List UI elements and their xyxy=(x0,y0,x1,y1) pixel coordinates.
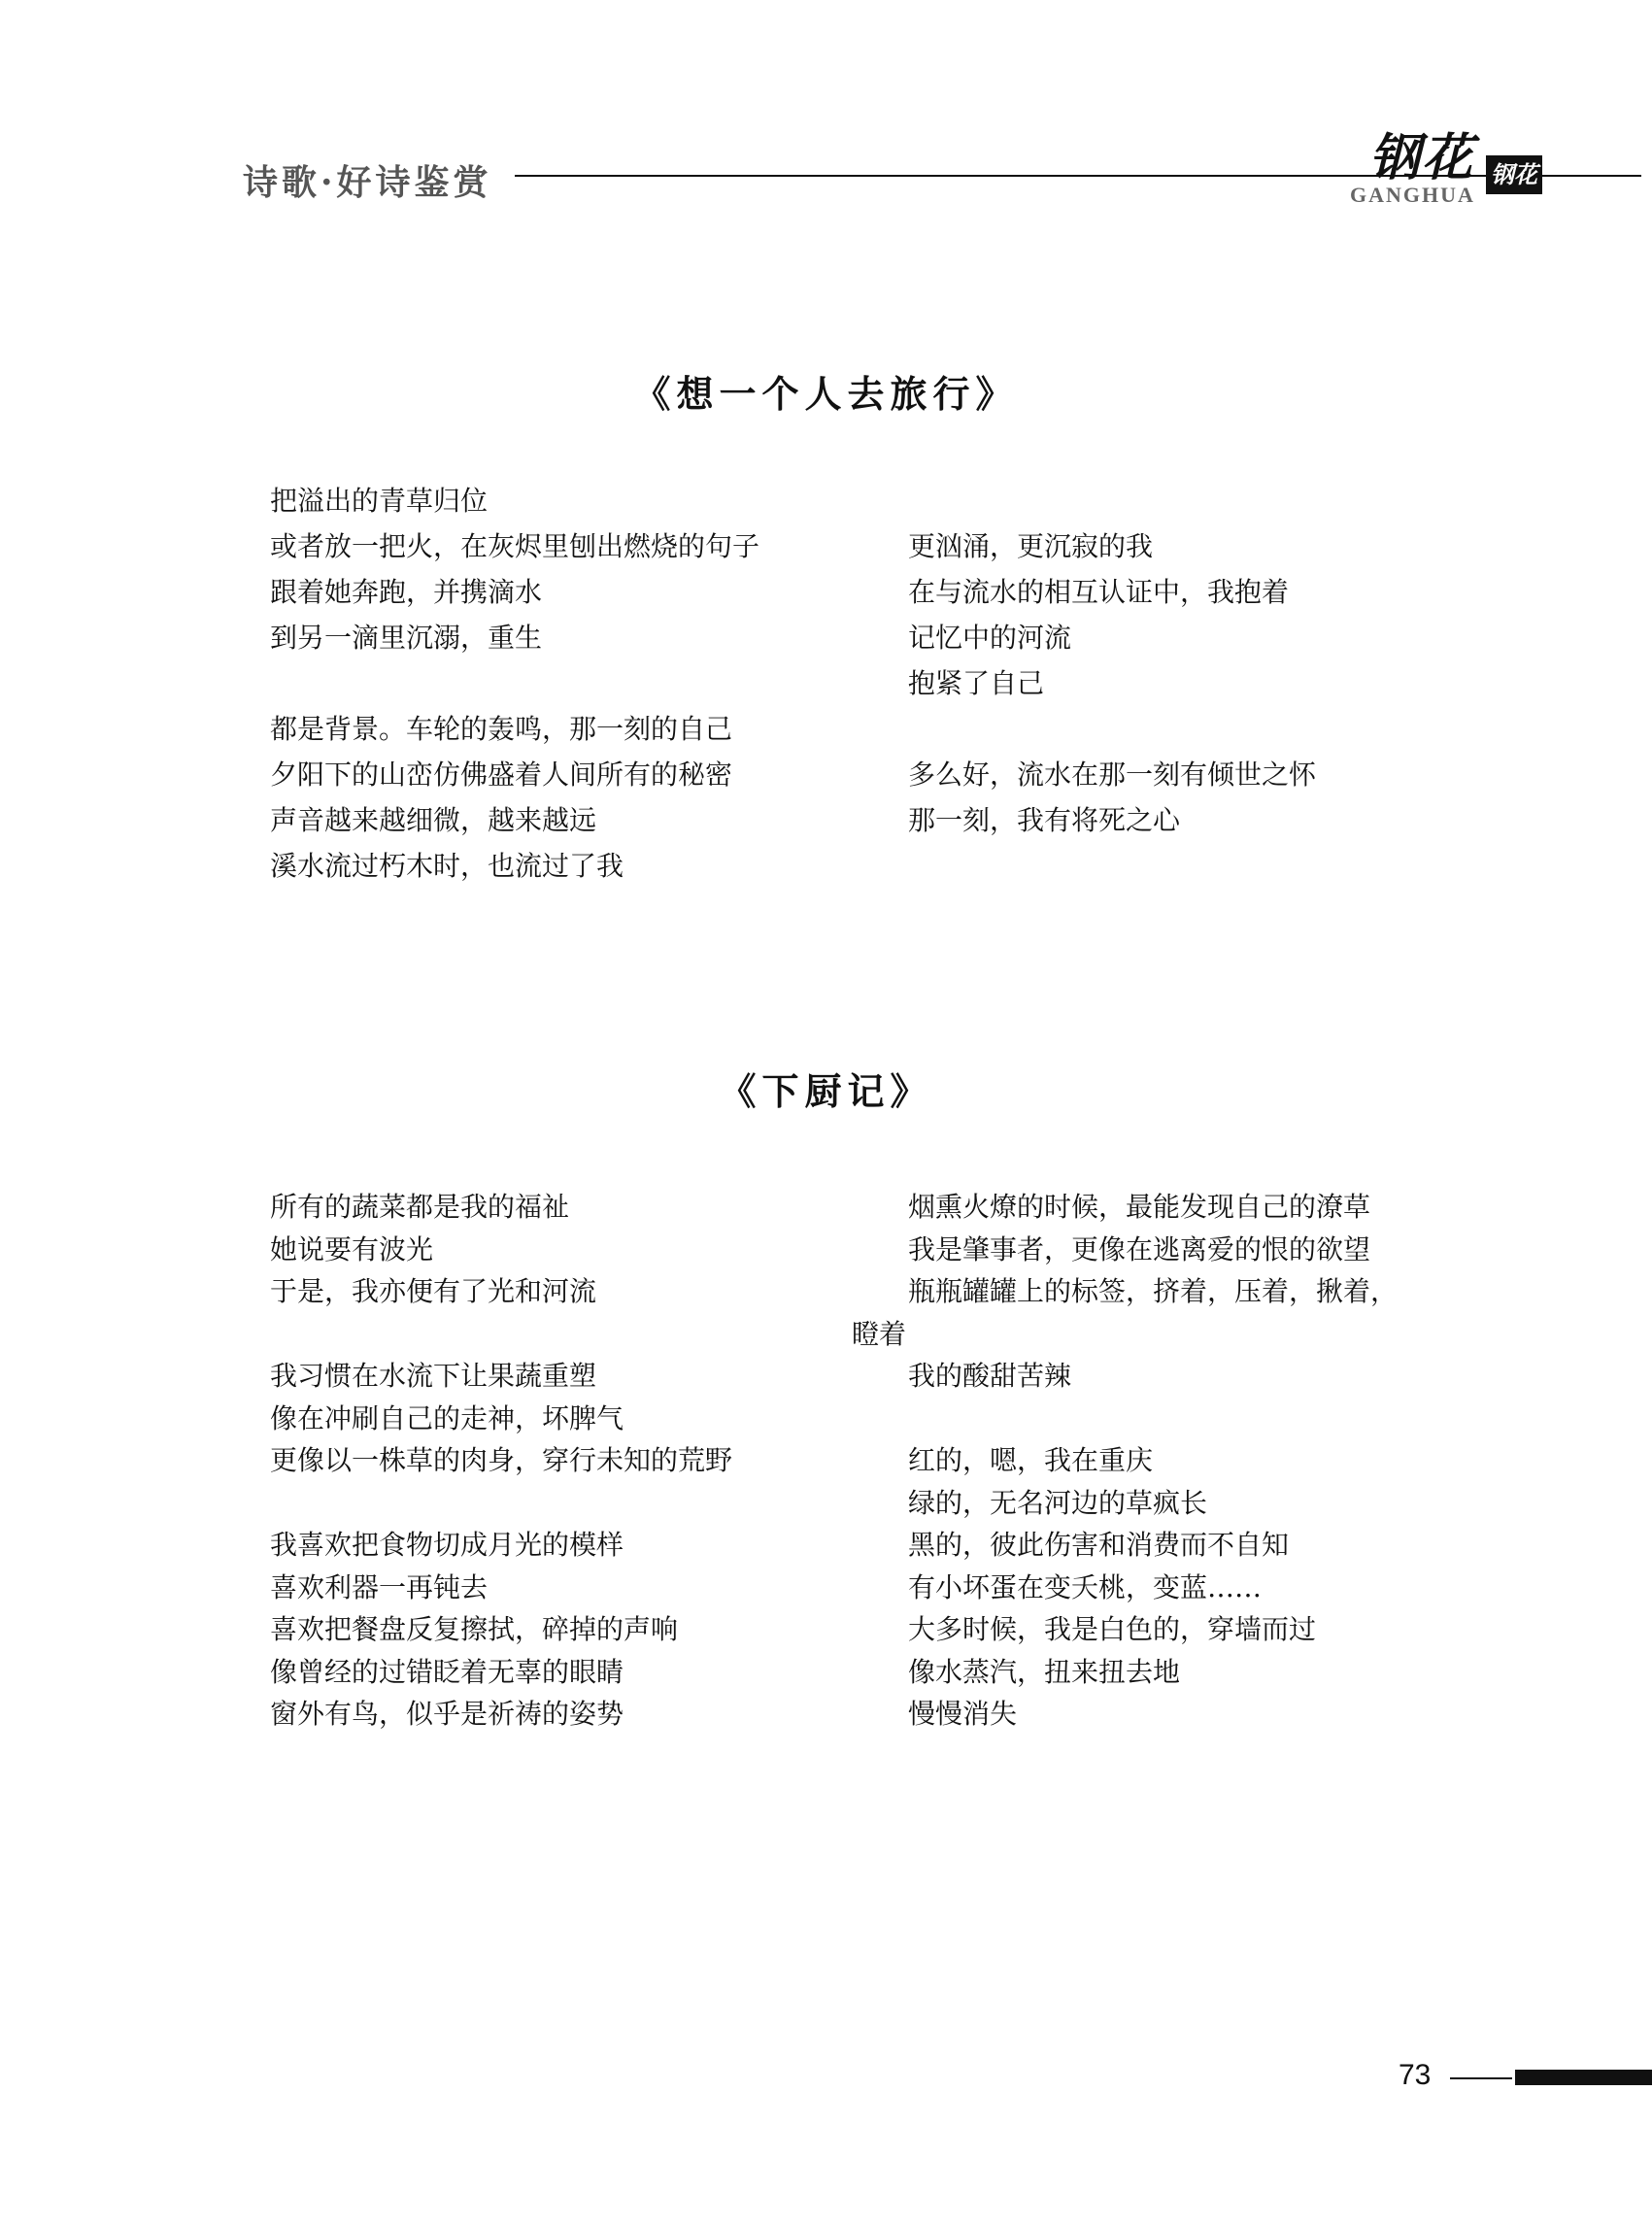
poem-line: 喜欢利器一再钝去 xyxy=(270,1570,489,1603)
logo-script-text: 钢花 xyxy=(1369,128,1475,187)
poem-line: 那一刻，我有将死之心 xyxy=(908,804,1181,836)
poem-line: 黑的，彼此伤害和消费而不自知 xyxy=(908,1529,1290,1561)
poem-line: 我的酸甜苦辣 xyxy=(908,1360,1072,1392)
section-label: 诗歌·好诗鉴赏 xyxy=(243,162,492,203)
poem-line: 慢慢消失 xyxy=(908,1698,1018,1730)
poem-line: 在与流水的相互认证中，我抱着 xyxy=(908,576,1290,608)
poem-line: 更汹涌，更沉寂的我 xyxy=(908,530,1154,562)
logo-latin-text: GANGHUA xyxy=(1350,183,1475,207)
poem-line: 有小坏蛋在变夭桃，变蓝…… xyxy=(908,1570,1263,1603)
poem-line: 于是，我亦便有了光和河流 xyxy=(270,1275,597,1307)
poem-line: 窗外有鸟，似乎是祈祷的姿势 xyxy=(270,1698,624,1730)
poem-line: 大多时候，我是白色的，穿墙而过 xyxy=(908,1613,1317,1645)
poem-line: 溪水流过朽木时，也流过了我 xyxy=(270,850,624,882)
poem2-right-stanza-2 xyxy=(908,1439,1398,1736)
poem-line: 记忆中的河流 xyxy=(908,622,1072,654)
poem-line: 抱紧了自己 xyxy=(908,667,1045,699)
poem1-right-column xyxy=(908,523,1316,843)
poem2-left-stanza-1 xyxy=(270,1186,732,1313)
poem-line: 跟着她奔跑，并携滴水 xyxy=(270,576,543,608)
poem-line: 所有的蔬菜都是我的福祉 xyxy=(270,1191,570,1223)
poem-line: 绿的，无名河边的草疯长 xyxy=(908,1486,1208,1519)
poem-line: 我喜欢把食物切成月光的模样 xyxy=(270,1529,624,1561)
poem-line: 像在冲刷自己的走神，坏脾气 xyxy=(270,1401,624,1434)
poem2-title: 《下厨记》 xyxy=(719,1069,933,1113)
poem-line: 更像以一株草的肉身，穿行未知的荒野 xyxy=(270,1444,733,1476)
poem2-left-column xyxy=(270,1186,732,1736)
poem-line: 把溢出的青草归位 xyxy=(270,485,489,517)
footer-bar xyxy=(1515,2070,1652,2085)
poem-line: 多么好，流水在那一刻有倾世之怀 xyxy=(908,759,1317,791)
poem-line: 喜欢把餐盘反复擦拭，碎掉的声响 xyxy=(270,1613,679,1645)
poem-line: 像曾经的过错眨着无辜的眼睛 xyxy=(270,1655,624,1688)
poem2-right-stanza-1 xyxy=(852,1186,1399,1398)
poem-line-wrap: 瞪着 xyxy=(852,1317,907,1350)
poem1-right-stanza-1 xyxy=(908,523,1316,706)
poem-line: 我习惯在水流下让果蔬重塑 xyxy=(270,1360,597,1392)
page-number: 73 xyxy=(1399,2059,1432,2091)
poem-line: 到另一滴里沉溺，重生 xyxy=(270,622,543,654)
poem-line: 像水蒸汽，扭来扭去地 xyxy=(908,1655,1181,1688)
poem-line: 都是背景。车轮的轰鸣，那一刻的自己 xyxy=(270,713,733,745)
poem1-left-stanza-1 xyxy=(270,478,759,660)
poem-line: 她说要有波光 xyxy=(270,1232,434,1265)
poem-line: 瓶瓶罐罐上的标签，挤着，压着，揪着， xyxy=(908,1275,1399,1307)
poem2-left-stanza-2 xyxy=(270,1355,732,1482)
poem-line: 烟熏火燎的时候，最能发现自己的潦草 xyxy=(908,1191,1371,1223)
footer-divider xyxy=(1450,2077,1512,2079)
poem-line: 我是肇事者，更像在逃离爱的恨的欲望 xyxy=(908,1232,1371,1265)
poem-line: 夕阳下的山峦仿佛盛着人间所有的秘密 xyxy=(270,759,733,791)
poem1-left-column xyxy=(270,478,759,889)
poem-line: 红的，嗯，我在重庆 xyxy=(908,1444,1154,1476)
poem1-left-stanza-2 xyxy=(270,706,759,889)
logo-badge: 钢花 xyxy=(1486,155,1542,194)
poem1-title: 《想一个人去旅行》 xyxy=(633,372,1019,416)
poem-line: 声音越来越细微，越来越远 xyxy=(270,804,597,836)
poem1-right-stanza-2 xyxy=(908,752,1316,843)
poem2-left-stanza-3 xyxy=(270,1524,732,1736)
poem-line: 或者放一把火，在灰烬里刨出燃烧的句子 xyxy=(270,530,760,562)
magazine-logo xyxy=(1350,117,1593,214)
poem2-right-column xyxy=(852,1186,1399,1736)
